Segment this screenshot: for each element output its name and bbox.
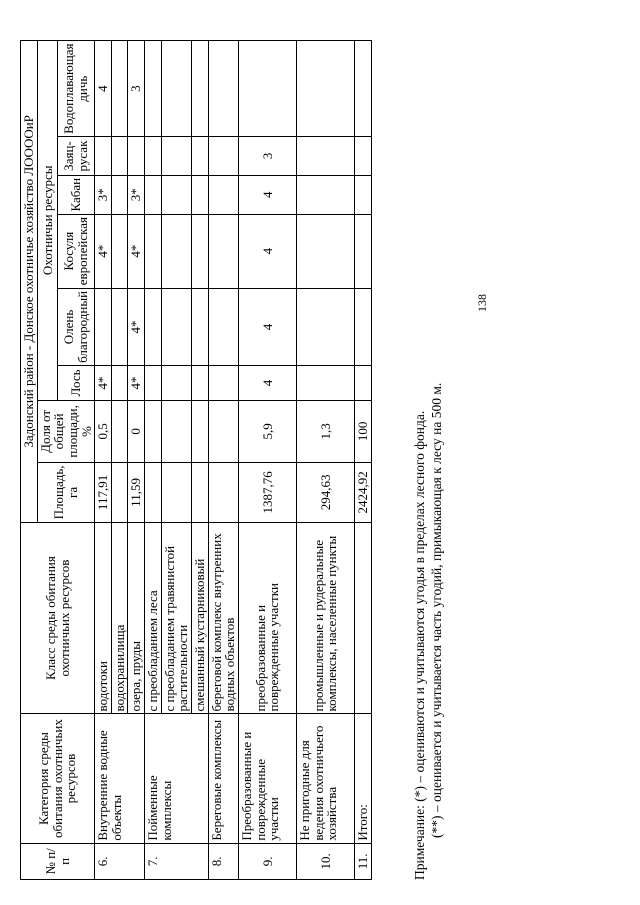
row-area (111, 463, 128, 523)
row-area (161, 463, 191, 523)
species-header: Косуля европейская (58, 214, 95, 288)
row-class: смешанный кустарниковый (192, 522, 209, 714)
cell-value (296, 137, 354, 175)
row-num: 8. (208, 843, 238, 879)
cell-value (95, 288, 112, 366)
col-category-header: Категория среды обитания охотничьих ресурсов (21, 714, 95, 843)
cell-value (161, 366, 191, 400)
row-area: 2424,92 (354, 463, 371, 523)
row-share (145, 400, 162, 463)
cell-value (354, 366, 371, 400)
cell-value (192, 175, 209, 214)
cell-value (111, 366, 128, 400)
cell-value: 4 (238, 214, 296, 288)
region-header: Задонский район - Донское охотничье хозяйство ЛООООиР (21, 41, 38, 523)
row-share (192, 400, 209, 463)
cell-value: 3* (95, 175, 112, 214)
row-area: 1387,76 (238, 463, 296, 523)
row-class: с преобладанием леса (145, 522, 162, 714)
cell-value (161, 175, 191, 214)
table-row-total (354, 41, 371, 880)
cell-value (296, 214, 354, 288)
cell-value (128, 137, 145, 175)
row-class: береговой комплекс внутренних водных объектов (208, 522, 238, 714)
cell-value (161, 288, 191, 366)
row-share: 5,9 (238, 400, 296, 463)
cell-value: 3* (128, 175, 145, 214)
row-num: 11. (354, 843, 371, 879)
cell-value (145, 366, 162, 400)
cell-value (192, 288, 209, 366)
row-class (354, 522, 371, 714)
col-num-header: № п/п (21, 843, 95, 879)
species-header: Водоплавающая дичь (58, 41, 95, 137)
cell-value: 4* (128, 366, 145, 400)
row-class: водохранилища (111, 522, 128, 714)
row-category: Итого: (354, 714, 371, 843)
row-num: 9. (238, 843, 296, 879)
table-row (95, 41, 112, 880)
row-area: 11,59 (128, 463, 145, 523)
row-class: озера, пруды (128, 522, 145, 714)
row-class: водотоки (95, 522, 112, 714)
cell-value: 3 (128, 41, 145, 137)
row-share: 0 (128, 400, 145, 463)
rotated-page (20, 30, 620, 880)
row-category: Преобразованные и поврежденные участки (238, 714, 296, 843)
row-area (145, 463, 162, 523)
cell-value (145, 175, 162, 214)
cell-value (145, 41, 162, 137)
cell-value (145, 288, 162, 366)
cell-value (354, 214, 371, 288)
cell-value (354, 41, 371, 137)
row-num: 7. (145, 843, 209, 879)
cell-value (208, 366, 238, 400)
row-class: с преобладанием травянистой растительности (161, 522, 191, 714)
cell-value (296, 175, 354, 214)
footnote-1: Примечание: (*) – оцениваются и учитываются угодья в пределах лесного фонда. (412, 410, 427, 880)
row-category: Не пригодные для ведения охотничьего хозяйства (296, 714, 354, 843)
cell-value (111, 175, 128, 214)
cell-value (192, 214, 209, 288)
cell-value (111, 41, 128, 137)
cell-value (296, 41, 354, 137)
col-share-header: Доля от общей площади, % (37, 400, 95, 463)
cell-value (354, 137, 371, 175)
species-header: Олень благородный (58, 288, 95, 366)
row-area: 117,91 (95, 463, 112, 523)
footnotes (412, 40, 446, 880)
cell-value (95, 137, 112, 175)
table-row (296, 41, 354, 880)
row-share: 1,3 (296, 400, 354, 463)
cell-value: 4* (128, 288, 145, 366)
table-row (145, 41, 162, 880)
row-share (161, 400, 191, 463)
cell-value (192, 41, 209, 137)
cell-value: 4 (238, 366, 296, 400)
cell-value (111, 137, 128, 175)
row-area: 294,63 (296, 463, 354, 523)
cell-value (208, 175, 238, 214)
row-class: преобразованные и поврежденные участки (238, 522, 296, 714)
cell-value: 4 (238, 175, 296, 214)
cell-value: 4 (95, 41, 112, 137)
cell-value (111, 214, 128, 288)
footnote-2: (**) – оценивается и учитывается часть угодий, примыкающая к лесу на 500 м. (428, 382, 444, 838)
row-num: 6. (95, 843, 145, 879)
row-category: Береговые комплексы (208, 714, 238, 843)
cell-value: 4* (95, 366, 112, 400)
table-row (208, 41, 238, 880)
cell-value (296, 288, 354, 366)
row-share (208, 400, 238, 463)
cell-value (208, 288, 238, 366)
cell-value (161, 137, 191, 175)
row-share: 100 (354, 400, 371, 463)
species-header: Кабан (58, 175, 95, 214)
col-class-header: Класс среды обитания охотничьих ресурсов (21, 522, 95, 714)
page-number: 138 (475, 294, 489, 312)
cell-value (161, 214, 191, 288)
row-area (208, 463, 238, 523)
cell-value (192, 366, 209, 400)
species-header: Заяц-русак (58, 137, 95, 175)
cell-value (208, 137, 238, 175)
game-header: Охотничьи ресурсы (37, 41, 57, 401)
row-share (111, 400, 128, 463)
cell-value (354, 288, 371, 366)
row-share: 0,5 (95, 400, 112, 463)
cell-value: 4 (238, 288, 296, 366)
habitat-table (20, 40, 372, 880)
cell-value (161, 41, 191, 137)
cell-value: 4* (128, 214, 145, 288)
cell-value: 3 (238, 137, 296, 175)
col-area-header: Площадь, га (37, 463, 95, 523)
cell-value (238, 41, 296, 137)
row-category: Внутренние водные объекты (95, 714, 145, 843)
species-header: Лось (58, 366, 95, 400)
row-area (192, 463, 209, 523)
cell-value (145, 137, 162, 175)
row-num: 10. (296, 843, 354, 879)
cell-value (208, 214, 238, 288)
table-row (238, 41, 296, 880)
cell-value (111, 288, 128, 366)
cell-value (192, 137, 209, 175)
cell-value (354, 175, 371, 214)
cell-value (208, 41, 238, 137)
cell-value: 4* (95, 214, 112, 288)
row-category: Пойменные комплексы (145, 714, 209, 843)
cell-value (145, 214, 162, 288)
row-class: промышленные и рудеральные комплексы, населенные пункты (296, 522, 354, 714)
cell-value (296, 366, 354, 400)
